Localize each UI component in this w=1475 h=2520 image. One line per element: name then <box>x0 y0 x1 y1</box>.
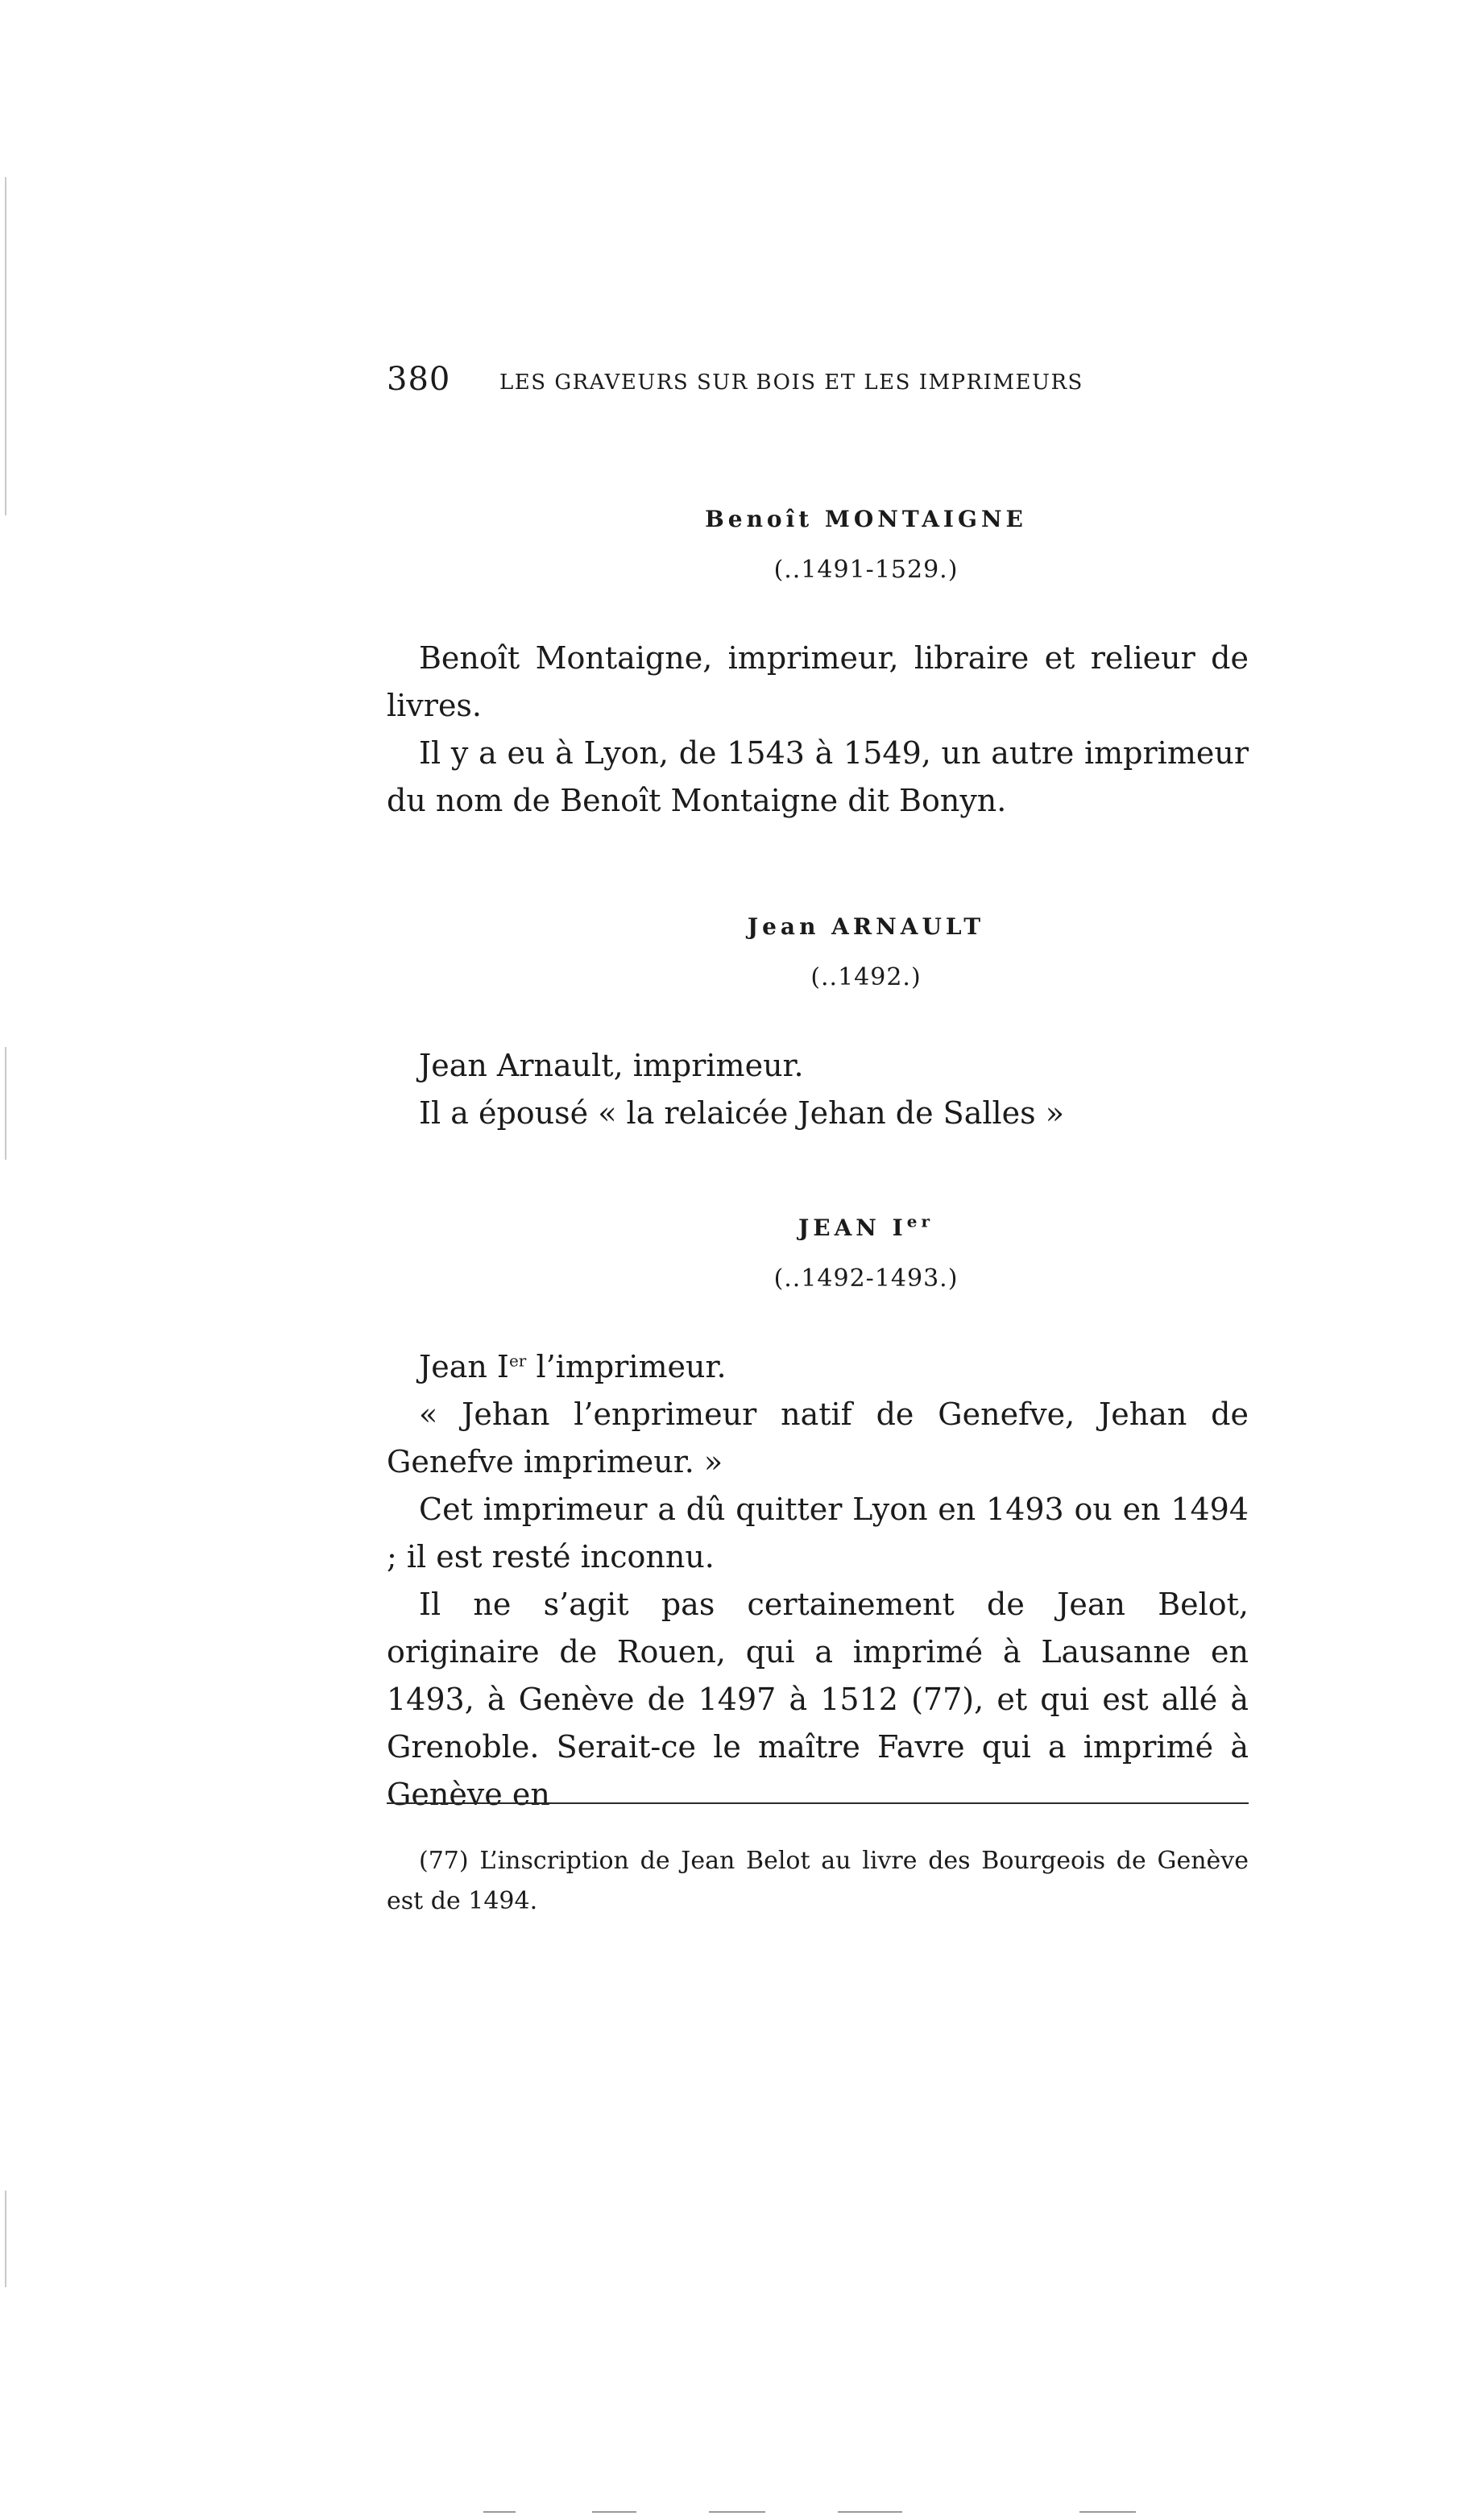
section-heading-jean-sup: er <box>906 1211 934 1231</box>
section-heading-jean-main: JEAN I <box>798 1214 907 1241</box>
section-dates-arnault: (..1492.) <box>810 963 922 991</box>
footnote-separator <box>387 1802 1249 1804</box>
section-dates-montaigne: (..1491-1529.) <box>773 556 959 584</box>
paragraph-jean-1 <box>387 1343 1249 1391</box>
scan-mark <box>838 2511 902 2513</box>
scan-bottom-edge-marks <box>0 2511 1475 2514</box>
page-header <box>387 361 1249 401</box>
section-heading-montaigne: Benoît MONTAIGNE <box>705 506 1027 532</box>
paragraph-jean-3: Cet imprimeur a dû quitter Lyon en 1493 ou en 1494 ; il est resté inconnu. <box>387 1492 1249 1574</box>
paragraph-jean-1-before: Jean I <box>419 1349 509 1384</box>
paragraph-jean-1-after: l’imprimeur. <box>526 1349 727 1384</box>
scan-mark <box>1079 2511 1136 2513</box>
page-number: 380 <box>387 361 451 398</box>
scan-mark <box>709 2511 765 2513</box>
paragraph-montaigne-2: Il y a eu à Lyon, de 1543 à 1549, un autre imprimeur du nom de Benoît Montaigne dit Bonyn. <box>387 735 1249 818</box>
paragraph-jean-1-sup: er <box>508 1351 527 1371</box>
paragraph-jean-4: Il ne s’agit pas certainement de Jean Belot, originaire de Rouen, qui a imprimé à Lausanne en 1493, à Genève de 1497 à 1512 (77), et qui est allé à Grenoble. Serait-ce le maître Favre qui a imprimé à Genève en <box>387 1587 1249 1812</box>
paragraph-arnault-2: Il a épousé « la relaicée Jehan de Salles » <box>419 1095 1064 1131</box>
paragraph-jean-2: « Jehan l’enprimeur natif de Genefve, Jehan de Genefve imprimeur. » <box>387 1397 1249 1479</box>
footnote-77: (77) L’inscription de Jean Belot au livre des Bourgeois de Genève est de 1494. <box>387 1847 1249 1915</box>
scan-margin-line-upper <box>5 177 6 515</box>
section-dates-jean-premier: (..1492-1493.) <box>773 1264 959 1293</box>
scan-margin-line-lower <box>5 2191 6 2287</box>
scan-mark <box>592 2511 636 2513</box>
paragraph-arnault-1: Jean Arnault, imprimeur. <box>419 1048 804 1083</box>
paragraph-montaigne-1: Benoît Montaigne, imprimeur, libraire et relieur de livres. <box>387 640 1249 723</box>
running-title: LES GRAVEURS SUR BOIS ET LES IMPRIMEURS <box>499 370 1083 395</box>
scan-margin-line-middle <box>5 1047 6 1160</box>
section-heading-arnault: Jean ARNAULT <box>747 913 985 940</box>
book-page <box>387 0 1249 2520</box>
section-heading-jean-premier <box>387 1211 1249 1241</box>
scan-mark <box>483 2511 516 2513</box>
